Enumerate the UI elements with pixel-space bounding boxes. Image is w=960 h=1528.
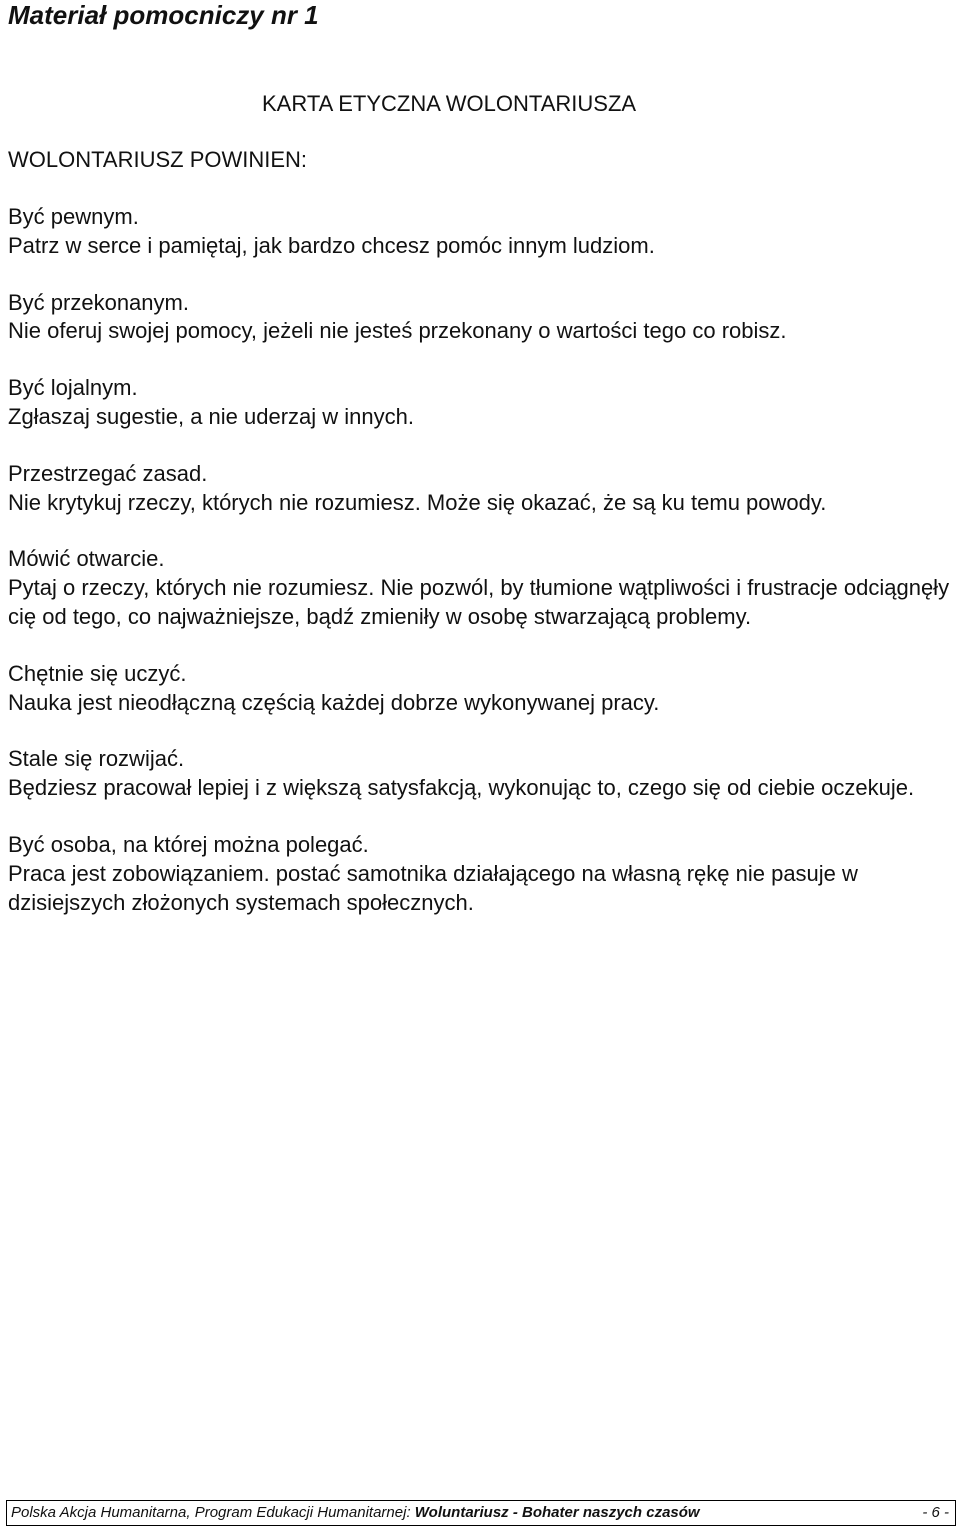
rule-title: Przestrzegać zasad. <box>8 460 208 486</box>
rule-item <box>8 289 952 347</box>
footer-source: Polska Akcja Humanitarna, Program Edukacji Humanitarnej: <box>11 1504 415 1521</box>
rule-text: Praca jest zobowiązaniem. postać samotnika działającego na własną rękę nie pasuje w dzisiejszych złożonych systemach społecznych. <box>8 860 858 915</box>
rule-item <box>8 831 952 917</box>
rules-list <box>8 203 952 945</box>
page-number: - 6 - <box>922 1504 949 1521</box>
rule-text: Nie krytykuj rzeczy, których nie rozumiesz. Może się okazać, że są ku temu powody. <box>8 489 827 515</box>
document-title: KARTA ETYCZNA WOLONTARIUSZA <box>262 91 637 116</box>
rule-item <box>8 545 952 631</box>
rule-text: Nie oferuj swojej pomocy, jeżeli nie jesteś przekonany o wartości tego co robisz. <box>8 318 787 344</box>
rule-title: Być lojalnym. <box>8 375 138 401</box>
footer-publication-title: Woluntariusz - Bohater naszych czasów <box>414 1504 700 1521</box>
rule-item <box>8 745 952 803</box>
page-footer <box>6 1500 956 1526</box>
rule-title: Chętnie się uczyć. <box>8 660 187 686</box>
rule-title: Stale się rozwijać. <box>8 746 185 772</box>
rule-text: Nauka jest nieodłączną częścią każdej dobrze wykonywanej pracy. <box>8 689 660 715</box>
rule-title: Mówić otwarcie. <box>8 546 165 572</box>
rule-item <box>8 203 952 261</box>
rule-text: Patrz w serce i pamiętaj, jak bardzo chcesz pomóc innym ludziom. <box>8 232 655 258</box>
rule-title: Być pewnym. <box>8 204 139 229</box>
intro-line: WOLONTARIUSZ POWINIEN: <box>8 147 308 172</box>
rule-title: Być przekonanym. <box>8 289 189 315</box>
page-heading: Materiał pomocniczy nr 1 <box>8 0 319 30</box>
rule-text: Pytaj o rzeczy, których nie rozumiesz. Nie pozwól, by tłumione wątpliwości i frustracje odciągnęły cię od tego, co najważniejsze, bądź zmieniły w osobę stwarzającą problemy. <box>8 575 950 629</box>
rule-item <box>8 460 952 518</box>
rule-text: Zgłaszaj sugestie, a nie uderzaj w innych. <box>8 403 414 429</box>
rule-item <box>8 660 952 718</box>
footer-citation <box>11 1501 700 1525</box>
rule-item <box>8 374 952 432</box>
rule-title: Być osoba, na której można polegać. <box>8 831 369 857</box>
rule-text: Będziesz pracował lepiej i z większą satysfakcją, wykonując to, czego się od ciebie oczekuje. <box>8 775 915 801</box>
